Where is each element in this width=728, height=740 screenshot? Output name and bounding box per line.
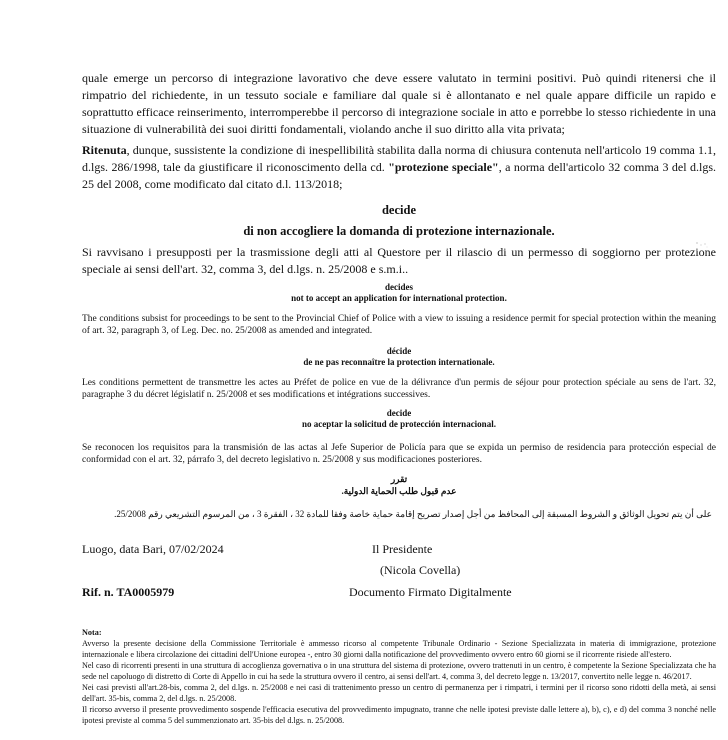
paragraph-ritenuta-lead: Ritenuta (82, 143, 127, 157)
decision-en-heading: decides (385, 282, 413, 292)
note-suspension: Il ricorso avverso il presente provvedimento sospende l'efficacia esecutiva del provvedimento impugnato, tranne che nelle ipotesi previste dalle lettere a), b), c), e d) del comma 3 nonché nelle ipotesi previste al comma 5 del summenzionato art. 35-bis del d.lgs. n. 25/2008. (82, 705, 716, 725)
decision-fr-subheading: de ne pas reconnaître la protection internationale. (303, 357, 495, 367)
decision-es-heading: decide (386, 408, 412, 418)
digital-signature-note: Documento Firmato Digitalmente (349, 585, 512, 599)
decision-fr-heading: décide (386, 346, 412, 356)
notes-title: Nota: (82, 628, 102, 637)
reference-number: Rif. n. TA0005979 (82, 585, 175, 599)
notes-section (82, 627, 716, 726)
decision-it-subheading: di non accogliere la domanda di protezione internazionale. (243, 224, 555, 238)
note-jurisdiction: Nel caso di ricorrenti presenti in una struttura di accoglienza governativa o in una struttura del sistema di protezione, ovvero trattenuti in un centro, è competente la Sezione Specializzata che ha sede nel capoluogo di distretto di Corte di Appello in cui ha sede la struttura ovvero il centro, ai sensi dell'art. 4, comma 3, del decreto legge n. 13/2017, convertito nelle legge n. 46/2017. (82, 661, 716, 681)
president-role: Il Presidente (372, 542, 433, 556)
decision-fr-text: Les conditions permettent de transmettre les actes au Préfet de police en vue de la délivrance d'un permis de séjour pour protection spéciale au sens de l'art. 32, paragraphe 3 du décret législatif n. 25/2008 et ses modifications et intégrations successives. (82, 378, 716, 400)
paragraph-ritenuta (82, 142, 716, 193)
note-reduced-terms: Nei casi previsti all'art.28-bis, comma 2, del d.lgs. n. 25/2008 e nei casi di trattenimento presso un centro di permanenza per i rimpatri, i termini per il ricorso sono ridotti della metà, ai sensi dell'art. 35-bis, comma 2, del d.lgs. n. 25/2008. (82, 683, 716, 703)
paragraph-integration: quale emerge un percorso di integrazione lavorativo che deve essere valutato in termini positivi. Può quindi ritenersi che il rimpatrio del richiedente, in un tessuto sociale e familiare dal quale si è allontanato e nel quale appare difficile un rapido e soprattutto efficace reinserimento, interromperebbe il percorso di integrazione sociale in atto e porrebbe lo stesso richiedente in una situazione di vulnerabilità dei suoi diritti fondamentali, violando anche il suo diritto alla vita privata; (82, 71, 716, 136)
decision-es-subheading: no aceptar la solicitud de protección internacional. (302, 419, 496, 429)
decision-ar-subheading: عدم قبول طلب الحماية الدولية. (341, 486, 457, 496)
place-date: Luogo, data Bari, 07/02/2024 (82, 542, 224, 556)
decision-it-heading: decide (381, 203, 417, 217)
paragraph-ritenuta-text-a: , dunque, sussistente la condizione di inespellibilità stabilita dalla norma di chiusura contenuta nell'articolo 19 comma 1.1, d.lgs. 286/1998, tale da giustificare il riconoscimento della cd. (82, 143, 716, 174)
decision-ar-text: على أن يتم تحويل الوثائق و الشروط المسبقة إلى المحافظ من أجل إصدار تصريح إقامة حماية خاصة وفقا للمادة 32 ، الفقرة 3 ، من المرسوم التشريعي رقم 25/2008. (114, 509, 712, 519)
paragraph-ritenuta-text-b: , a norma dell'articolo 32 comma 3 del d.lgs. 25 del 2008, come modificato dal citato d.l. 113/2018; (82, 160, 716, 191)
decision-es-text: Se reconocen los requisitos para la transmisión de las actas al Jefe Superior de Policía para que se expida un permiso de residencia para protección especial de conformidad con el art. 32, párrafo 3, del decreto legislativo n. 25/2008 y sus modificaciones posteriores. (82, 443, 716, 465)
decision-en-text: The conditions subsist for proceedings to be sent to the Provincial Chief of Police with a view to issuing a residence permit for special protection within the meaning of art. 32, paragraph 3, of Leg. Dec. no. 25/2008 as amended and integrated. (82, 314, 716, 336)
note-appeal: Avverso la presente decisione della Commissione Territoriale è ammesso ricorso al competente Tribunale Ordinario - Sezione Specializzata in materia di immigrazione, protezione internazionale e libera circolazione dei cittadini dell'Unione europea -, entro 30 giorni dalla notificazione del provvedimento ovvero entro 60 giorni se il ricorrente risiede all'estero. (82, 639, 716, 659)
scan-speck (695, 240, 709, 250)
decision-en-subheading: not to accept an application for international protection. (291, 293, 507, 303)
paragraph-ritenuta-bold: "protezione speciale" (388, 160, 499, 174)
decision-ar-heading: تقرر (390, 474, 408, 484)
president-name: (Nicola Covella) (380, 563, 461, 577)
decision-it-text: Si ravvisano i presupposti per la trasmissione degli atti al Questore per il rilascio di un permesso di soggiorno per protezione speciale ai sensi dell'art. 32, comma 3, del d.lgs. n. 25/2008 e s.m.i.. (82, 245, 716, 276)
